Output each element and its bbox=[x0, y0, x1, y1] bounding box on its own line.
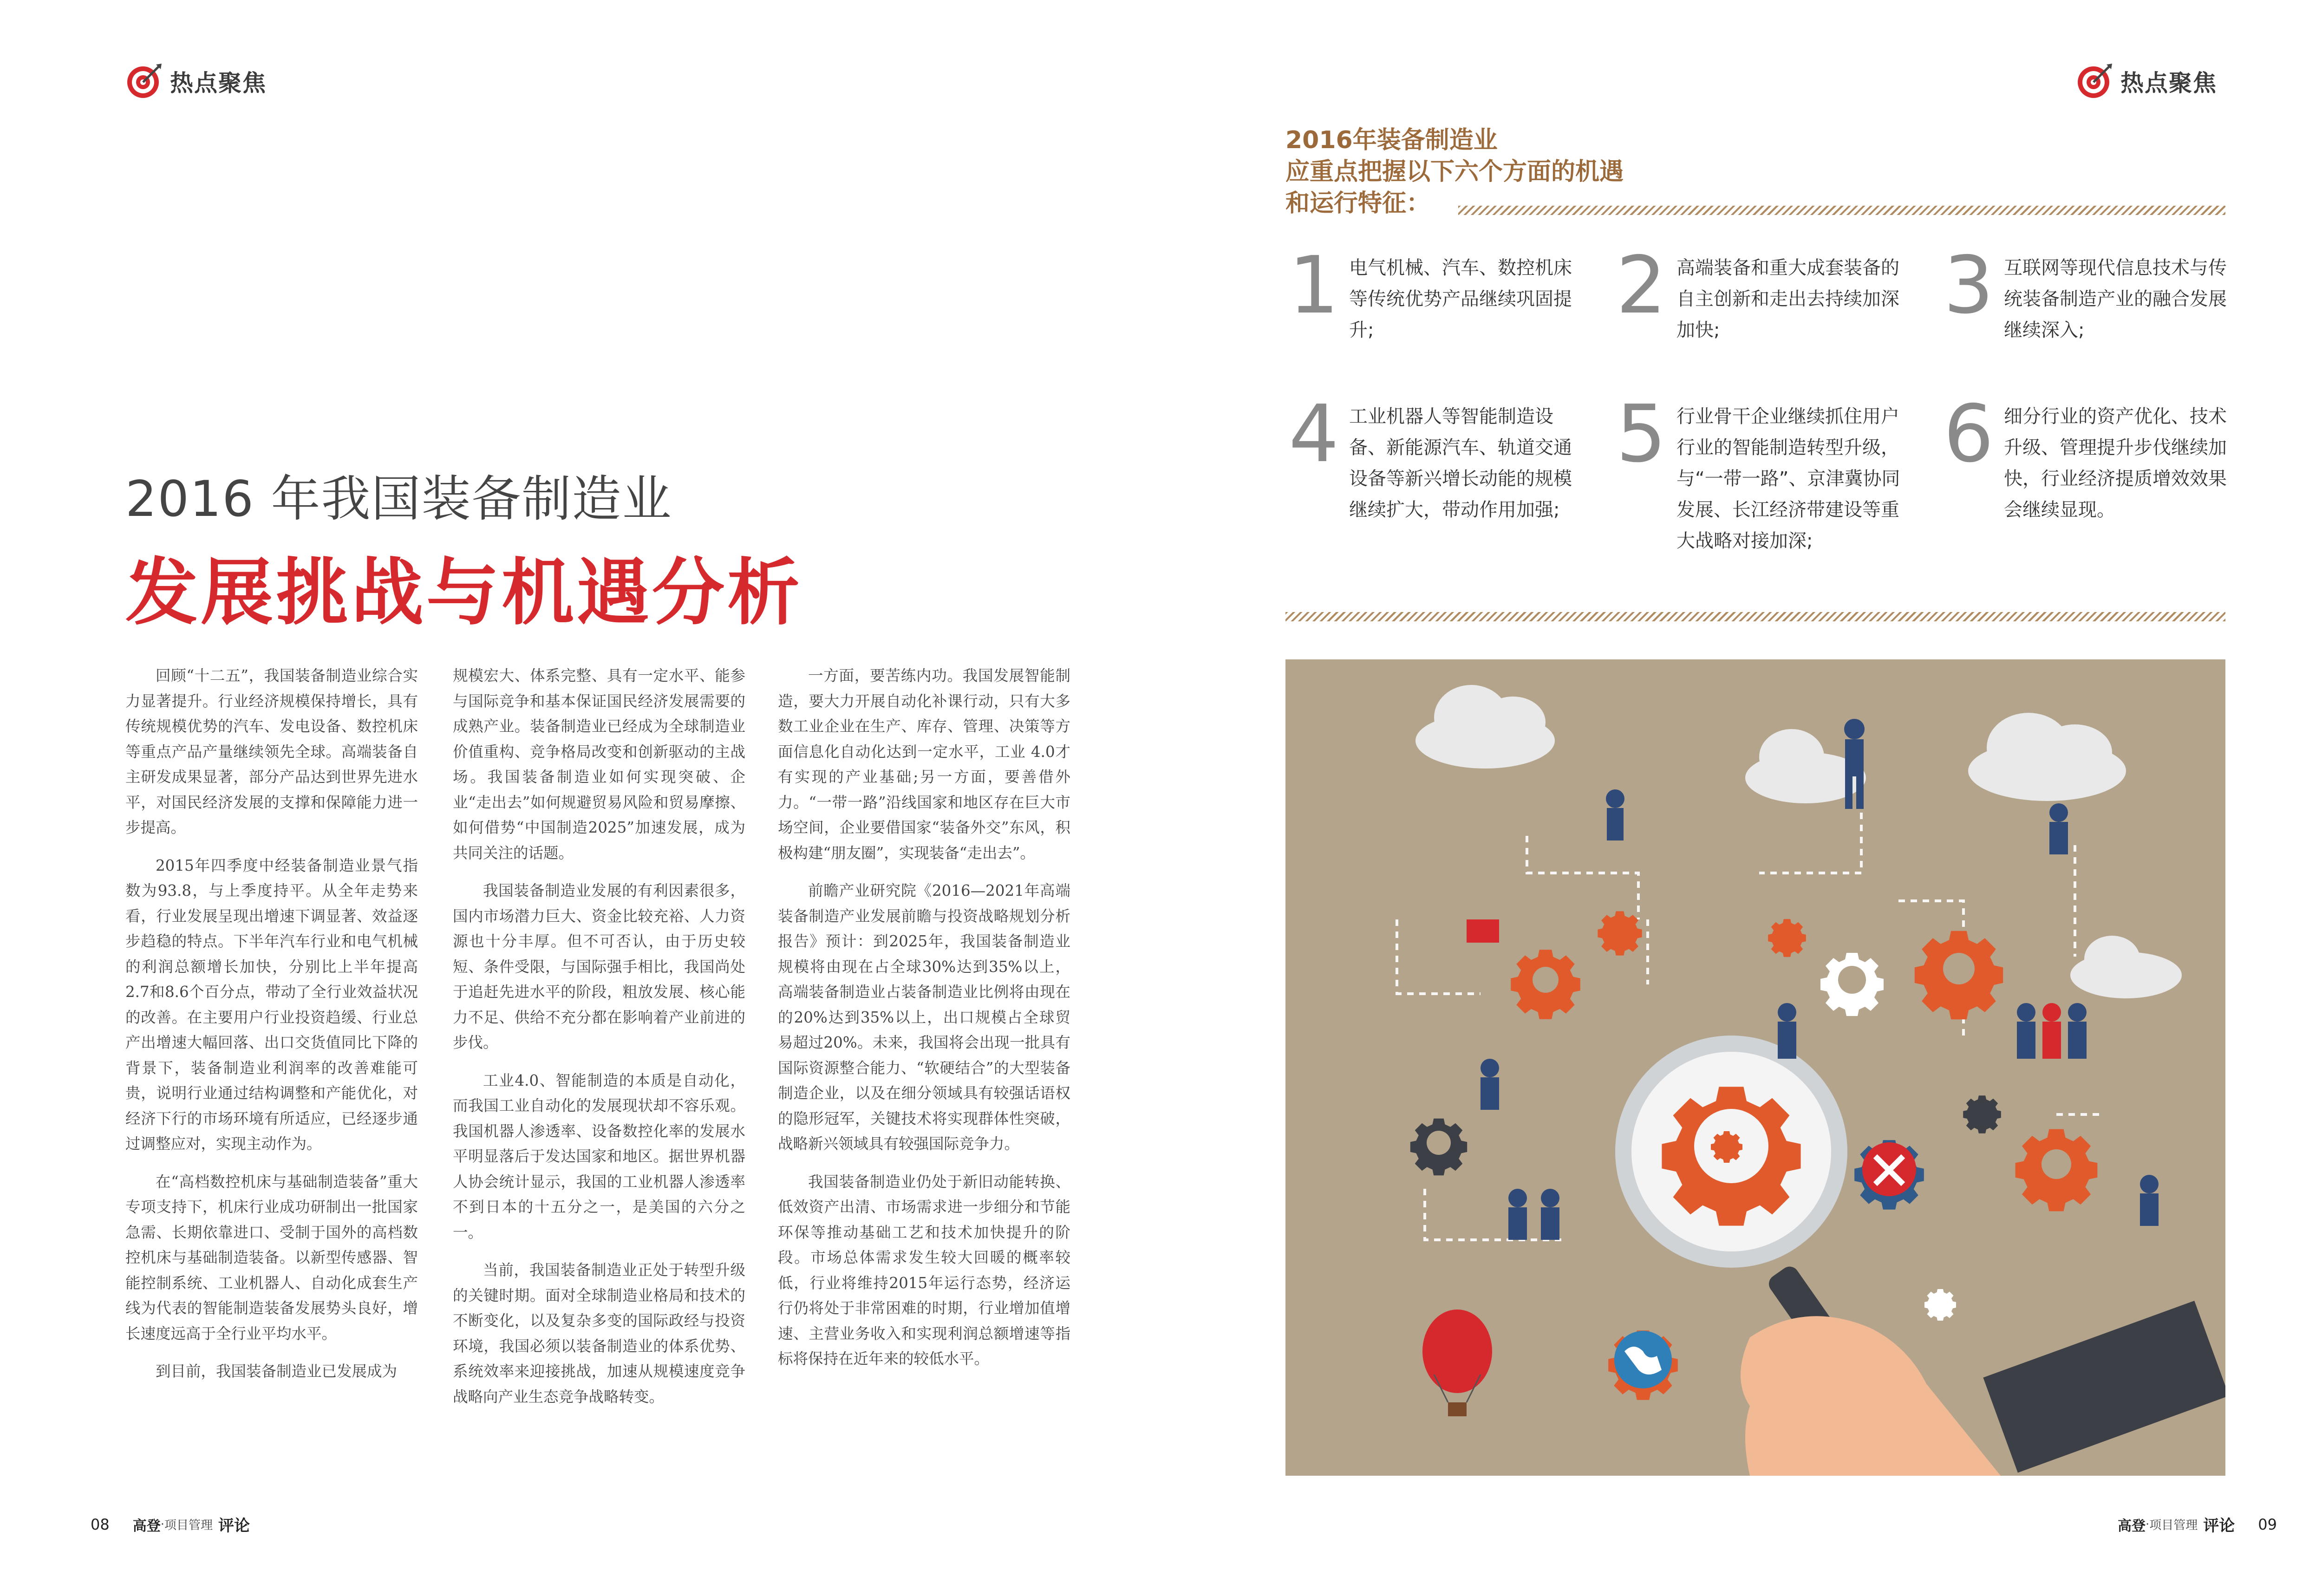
target-icon bbox=[2076, 63, 2113, 100]
paragraph: 工业4.0、智能制造的本质是自动化，而我国工业自动化的发展现状却不容乐观。我国机器人渗透率、设备数控化率的发展水平明显落后于发达国家和地区。据世界机器人协会统计显示，我国的工业机器人渗透率不到日本的十五分之一，是美国的六分之一。 bbox=[453, 1071, 745, 1241]
article-column-3 bbox=[778, 663, 1070, 1384]
cloud-icon bbox=[1415, 685, 1555, 769]
paragraph: 回顾“十二五”，我国装备制造业综合实力显著提升。行业经济规模保持增长，具有传统规模优势的汽车、发电设备、数控机床等重点产品产量继续领先全球。高端装备自主研发成果显著，部分产品达到世界先进水平，对国民经济发展的支撑和保障能力进一步提高。 bbox=[125, 667, 418, 836]
footer-magazine: 评论 bbox=[218, 1517, 250, 1535]
item-number: 6 bbox=[1944, 388, 1994, 480]
cloud-icon bbox=[1968, 713, 2126, 801]
footer-brand: 高登 bbox=[2118, 1518, 2146, 1534]
footer-brand: 高登 bbox=[132, 1518, 161, 1534]
footer-sep: · bbox=[160, 1517, 164, 1531]
paragraph: 我国装备制造业发展的有利因素很多，国内市场潜力巨大、资金比较充裕、人力资源也十分丰厚。但不可否认，由于历史较短、条件受限，与国际强手相比，我国尚处于追赶先进水平的阶段，粗放发展、核心能力不足、供给不充分都在影响着产业前进的步伐。 bbox=[453, 882, 745, 1051]
gear-icon bbox=[1924, 1289, 1956, 1321]
industry-illustration bbox=[1285, 659, 2225, 1476]
section-header-left bbox=[125, 63, 267, 100]
opportunity-item-1 bbox=[1289, 240, 1614, 395]
sidebar-heading bbox=[1285, 124, 1843, 219]
item-text: 工业机器人等智能制造设备、新能源汽车、轨道交通设备等新兴增长动能的规模继续扩大，带动作用加强; bbox=[1349, 406, 1572, 521]
footer-sub: 项目管理 bbox=[164, 1518, 213, 1532]
item-text: 细分行业的资产优化、技术升级、管理提升步伐继续加快，行业经济提质增效效果会继续显现。 bbox=[2004, 406, 2227, 521]
opportunity-item-3 bbox=[1944, 240, 2269, 395]
item-number: 1 bbox=[1289, 240, 1339, 332]
section-label: 热点聚焦 bbox=[2120, 70, 2217, 97]
section-label: 热点聚焦 bbox=[170, 70, 267, 97]
sidebar-heading-line: 应重点把握以下六个方面的机遇 bbox=[1285, 158, 1624, 186]
footer-magazine: 评论 bbox=[2203, 1517, 2235, 1535]
page-number-left: 08 bbox=[91, 1515, 110, 1533]
item-text: 高端装备和重大成套装备的自主创新和走出去持续加深加快; bbox=[1676, 257, 1899, 341]
opportunity-item-4 bbox=[1289, 388, 1614, 543]
gear-icon bbox=[1963, 1095, 2001, 1133]
article-title-line2: 发展挑战与机遇分析 bbox=[125, 550, 802, 635]
item-text: 互联网等现代信息技术与传统装备制造产业的融合发展继续深入; bbox=[2004, 257, 2227, 341]
opportunity-item-2 bbox=[1616, 240, 1941, 395]
item-number: 5 bbox=[1616, 388, 1667, 480]
footer-left bbox=[91, 1513, 250, 1536]
divider-hatch bbox=[1458, 206, 2225, 215]
footer-right bbox=[2118, 1513, 2277, 1536]
illustration bbox=[1285, 659, 2225, 1476]
magnifier-icon bbox=[1615, 1036, 1851, 1365]
footer-sep: · bbox=[2146, 1517, 2150, 1531]
opportunity-item-5 bbox=[1616, 388, 1941, 552]
item-text: 行业骨干企业继续抓住用户行业的智能制造转型升级，与“一带一路”、京津冀协同发展、长江经济带建设等重大战略对接加深; bbox=[1676, 406, 1900, 552]
article-title-line1: 2016 年我国装备制造业 bbox=[125, 470, 672, 528]
item-number: 4 bbox=[1289, 388, 1339, 480]
paragraph: 到目前，我国装备制造业已发展成为 bbox=[156, 1362, 398, 1380]
paragraph: 规模宏大、体系完整、具有一定水平、能参与国际竞争和基本保证国民经济发展需要的成熟产业。装备制造业已经成为全球制造业价值重构、竞争格局改变和创新驱动的主战场。我国装备制造业如何实现突破、企业“走出去”如何规避贸易风险和贸易摩擦、如何借势“中国制造2025”加速发展，成为共同关注的话题。 bbox=[453, 667, 745, 862]
footer-sub: 项目管理 bbox=[2149, 1518, 2198, 1532]
item-number: 3 bbox=[1944, 240, 1994, 332]
item-text: 电气机械、汽车、数控机床等传统优势产品继续巩固提升; bbox=[1349, 257, 1572, 341]
sidebar-heading-line: 和运行特征： bbox=[1285, 189, 1431, 217]
paragraph: 在“高档数控机床与基础制造装备”重大专项支持下，机床行业成功研制出一批国家急需、长期依靠进口、受制于国外的高档数控机床与基础制造装备。以新型传感器、智能控制系统、工业机器人、自动化成套生产线为代表的智能制造装备发展势头良好，增长速度远高于全行业平均水平。 bbox=[125, 1173, 418, 1342]
article-column-1 bbox=[125, 663, 418, 1397]
cloud-icon bbox=[2070, 936, 2182, 998]
article-column-2 bbox=[453, 663, 745, 1422]
paragraph: 我国装备制造业仍处于新旧动能转换、低效资产出清、市场需求进一步细分和节能环保等推动基础工艺和技术加快提升的阶段。市场总体需求发生较大回暖的概率较低，行业将维持2015年运行态势，经济运行仍将处于非常困难的时期，行业增加值增速、主营业务收入和实现利润总额增速等指标将保持在近年来的较低水平。 bbox=[778, 1173, 1070, 1368]
paragraph: 当前，我国装备制造业正处于转型升级的关键时期。面对全球制造业格局和技术的不断变化，以及复杂多变的国际政经与投资环境，我国必须以装备制造业的体系优势、系统效率来迎接挑战，加速从规模速度竞争战略向产业生态竞争战略转变。 bbox=[453, 1261, 745, 1406]
balloon-icon bbox=[1422, 1309, 1492, 1416]
paragraph: 2015年四季度中经装备制造业景气指数为93.8，与上季度持平。从全年走势来看，行业发展呈现出增速下调显著、效益逐步趋稳的特点。下半年汽车行业和电气机械的利润总额增长加快，分别比上半年提高2.7和8.6个百分点，带动了全行业效益状况的改善。在主要用户行业投资趋缓、行业总产出增速大幅回落、出口交货值同比下降的背景下，装备制造业利润率的改善难能可贵，说明行业通过结构调整和产能优化，对经济下行的市场环境有所适应，已经逐步通过调整应对，实现主动作为。 bbox=[125, 856, 418, 1153]
paragraph: 前瞻产业研究院《2016—2021年高端装备制造产业发展前瞻与投资战略规划分析报告》预计：到2025年，我国装备制造业规模将由现在占全球30%达到35%以上，高端装备制造业占装备制造业比例将由现在的20%达到35%以上，出口规模占全球贸易超过20%。未来，我国将会出现一批具有国际资源整合能力、“软硬结合”的大型装备制造企业，以及在细分领域具有较强话语权的隐形冠军，关键技术将实现群体性突破，战略新兴领域具有较强国际竞争力。 bbox=[778, 882, 1070, 1153]
gear-icon bbox=[1768, 919, 1806, 957]
paragraph: 一方面，要苦练内功。我国发展智能制造，要大力开展自动化补课行动，只有大多数工业企业在生产、库存、管理、决策等方面信息化自动化达到一定水平，工业 4.0才有实现的产业基础;另一方面，要善借外力。“一带一路”沿线国家和地区存在巨大市场空间，企业要借国家“装备外交”东风，积极构建“朋友圈”，实现装备“走出去”。 bbox=[778, 667, 1070, 862]
page-number-right: 09 bbox=[2258, 1515, 2277, 1533]
section-header-right bbox=[2076, 63, 2217, 100]
gear-icon bbox=[1598, 911, 1642, 955]
opportunity-item-6 bbox=[1944, 388, 2269, 543]
target-icon bbox=[125, 63, 163, 100]
item-number: 2 bbox=[1616, 240, 1667, 332]
sidebar-heading-line: 2016年装备制造业 bbox=[1285, 126, 1498, 154]
divider-hatch bbox=[1285, 612, 2225, 621]
